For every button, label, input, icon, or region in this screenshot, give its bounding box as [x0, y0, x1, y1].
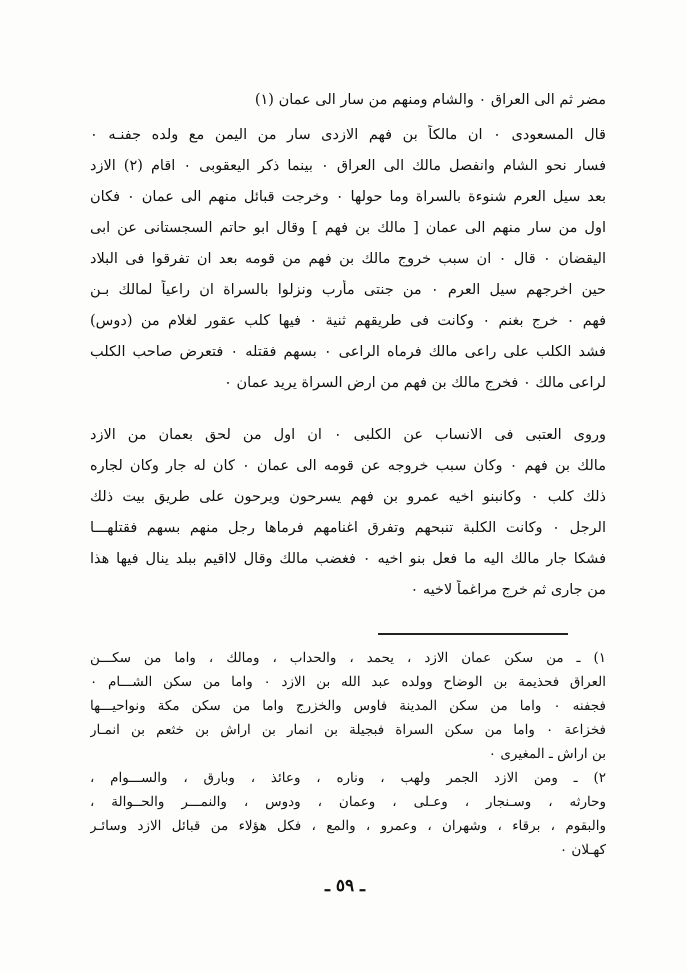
footnote-line: كهـلان ٠ [559, 842, 606, 858]
text-line-continuation: مضر ثم الى العراق ٠ والشام ومنهم من سار الى عمان (١) [254, 92, 606, 108]
text-line: قال المسعودى ٠ ان مالكاً بن فهم الازدى سار من اليمن مع ولده جفنـه ٠ [90, 127, 606, 143]
footnote-line: ٢) ـ ومن الازد الجمر ولهب ، وناره ، وعائذ ، وبارق ، والســـوام ، [90, 770, 606, 786]
footnote-line: العراق فحذيمة بن الوضاح وولده عبد الله بن الازد ٠ واما من سكن الشـــام ٠ [90, 674, 606, 690]
page-number: ـ ٥٩ ـ [324, 876, 366, 896]
footnote-separator [378, 633, 568, 635]
text-line: الرجل ٠ وكانت الكلبة تنبحهم وتفرق اغنامهم فرماها رجل منهم بسهم فقتلهـــا [90, 520, 606, 536]
text-line: لراعى مالك ٠ فخرج مالك بن فهم من ارض السراة يريد عمان ٠ [224, 375, 606, 391]
footnote-line: فجفنه ٠ واما من سكن المدينة فاوس والخزرج واما من سكن مكة ونواحيـــها [90, 698, 606, 714]
text-line: فسار نحو الشام وانفصل مالك الى العراق ٠ بينما ذكر اليعقوبى ٠ اقام (٢) الازد [90, 158, 606, 174]
text-line: اول من سار منهم الى عمان [ مالك بن فهم ] وقال ابو حاتم السجستانى عن ابى [90, 220, 606, 236]
footnote-line: ١) ـ من سكن عمان الازد ، يحمد ، والحداب ، ومالك ، واما من سكـــن [90, 650, 606, 666]
text-line: بعد سيل العرم شنوءة بالسراة وما حولها ٠ وخرجت قبائل منهم الى عمان ٠ فكان [90, 189, 606, 205]
footnote-line: بن اراش ـ المغيرى ٠ [488, 746, 606, 762]
footnote-line: وحارثه ، وسـنجار ، وعـلى ، وعمان ، ودوس ، والنمـــر والحــوالة ، [90, 794, 606, 810]
text-line: فشكا جار مالك اليه ما فعل بنو اخيه ٠ فغضب مالك وقال لااقيم ببلد ينال فيها هذا [90, 551, 606, 567]
text-line: فهم ٠ خرج بغنم ٠ وكانت فى طريقهم ثنية ٠ فيها كلب عقور لغلام من (دوس) [90, 313, 606, 329]
footnote-line: فخزاعة ٠ واما من سكن السراة فبجيلة بن انمار بن اراش بن خثعم بن انمـار [90, 722, 606, 738]
footnote-line: والبقوم ، برقاء ، وشهران ، وعمرو ، والمع ، فكل هؤلاء من قبائل الازد وسائـر [90, 818, 606, 834]
text-line: فشد الكلب على راعى مالك فرماه الراعى ٠ بسهم فقتله ٠ فتعرض صاحب الكلب [90, 344, 606, 360]
text-line: مالك بن فهم ٠ وكان سبب خروجه عن قومه الى عمان ٠ كان له جار وكان لجاره [90, 458, 606, 474]
text-line: وروى العتبى فى الانساب عن الكلبى ٠ ان اول من لحق بعمان من الازد [90, 427, 606, 443]
text-line: ذلك كلب ٠ وكانبنو اخيه عمرو بن فهم يسرحون ويرحون على طريق بيت ذلك [90, 489, 606, 505]
text-line: من جارى ثم خرج مراغماً لاخيه ٠ [410, 582, 606, 598]
text-line: حين اخرجهم سيل العرم ٠ من جنتى مأرب ونزلوا بالسراة ان راعياً لمالك بـن [90, 282, 606, 298]
text-line: اليقضان ٠ قال ٠ ان سبب خروج مالك بن فهم من قومه بعد ان تفرقوا فى البلاد [90, 251, 606, 267]
